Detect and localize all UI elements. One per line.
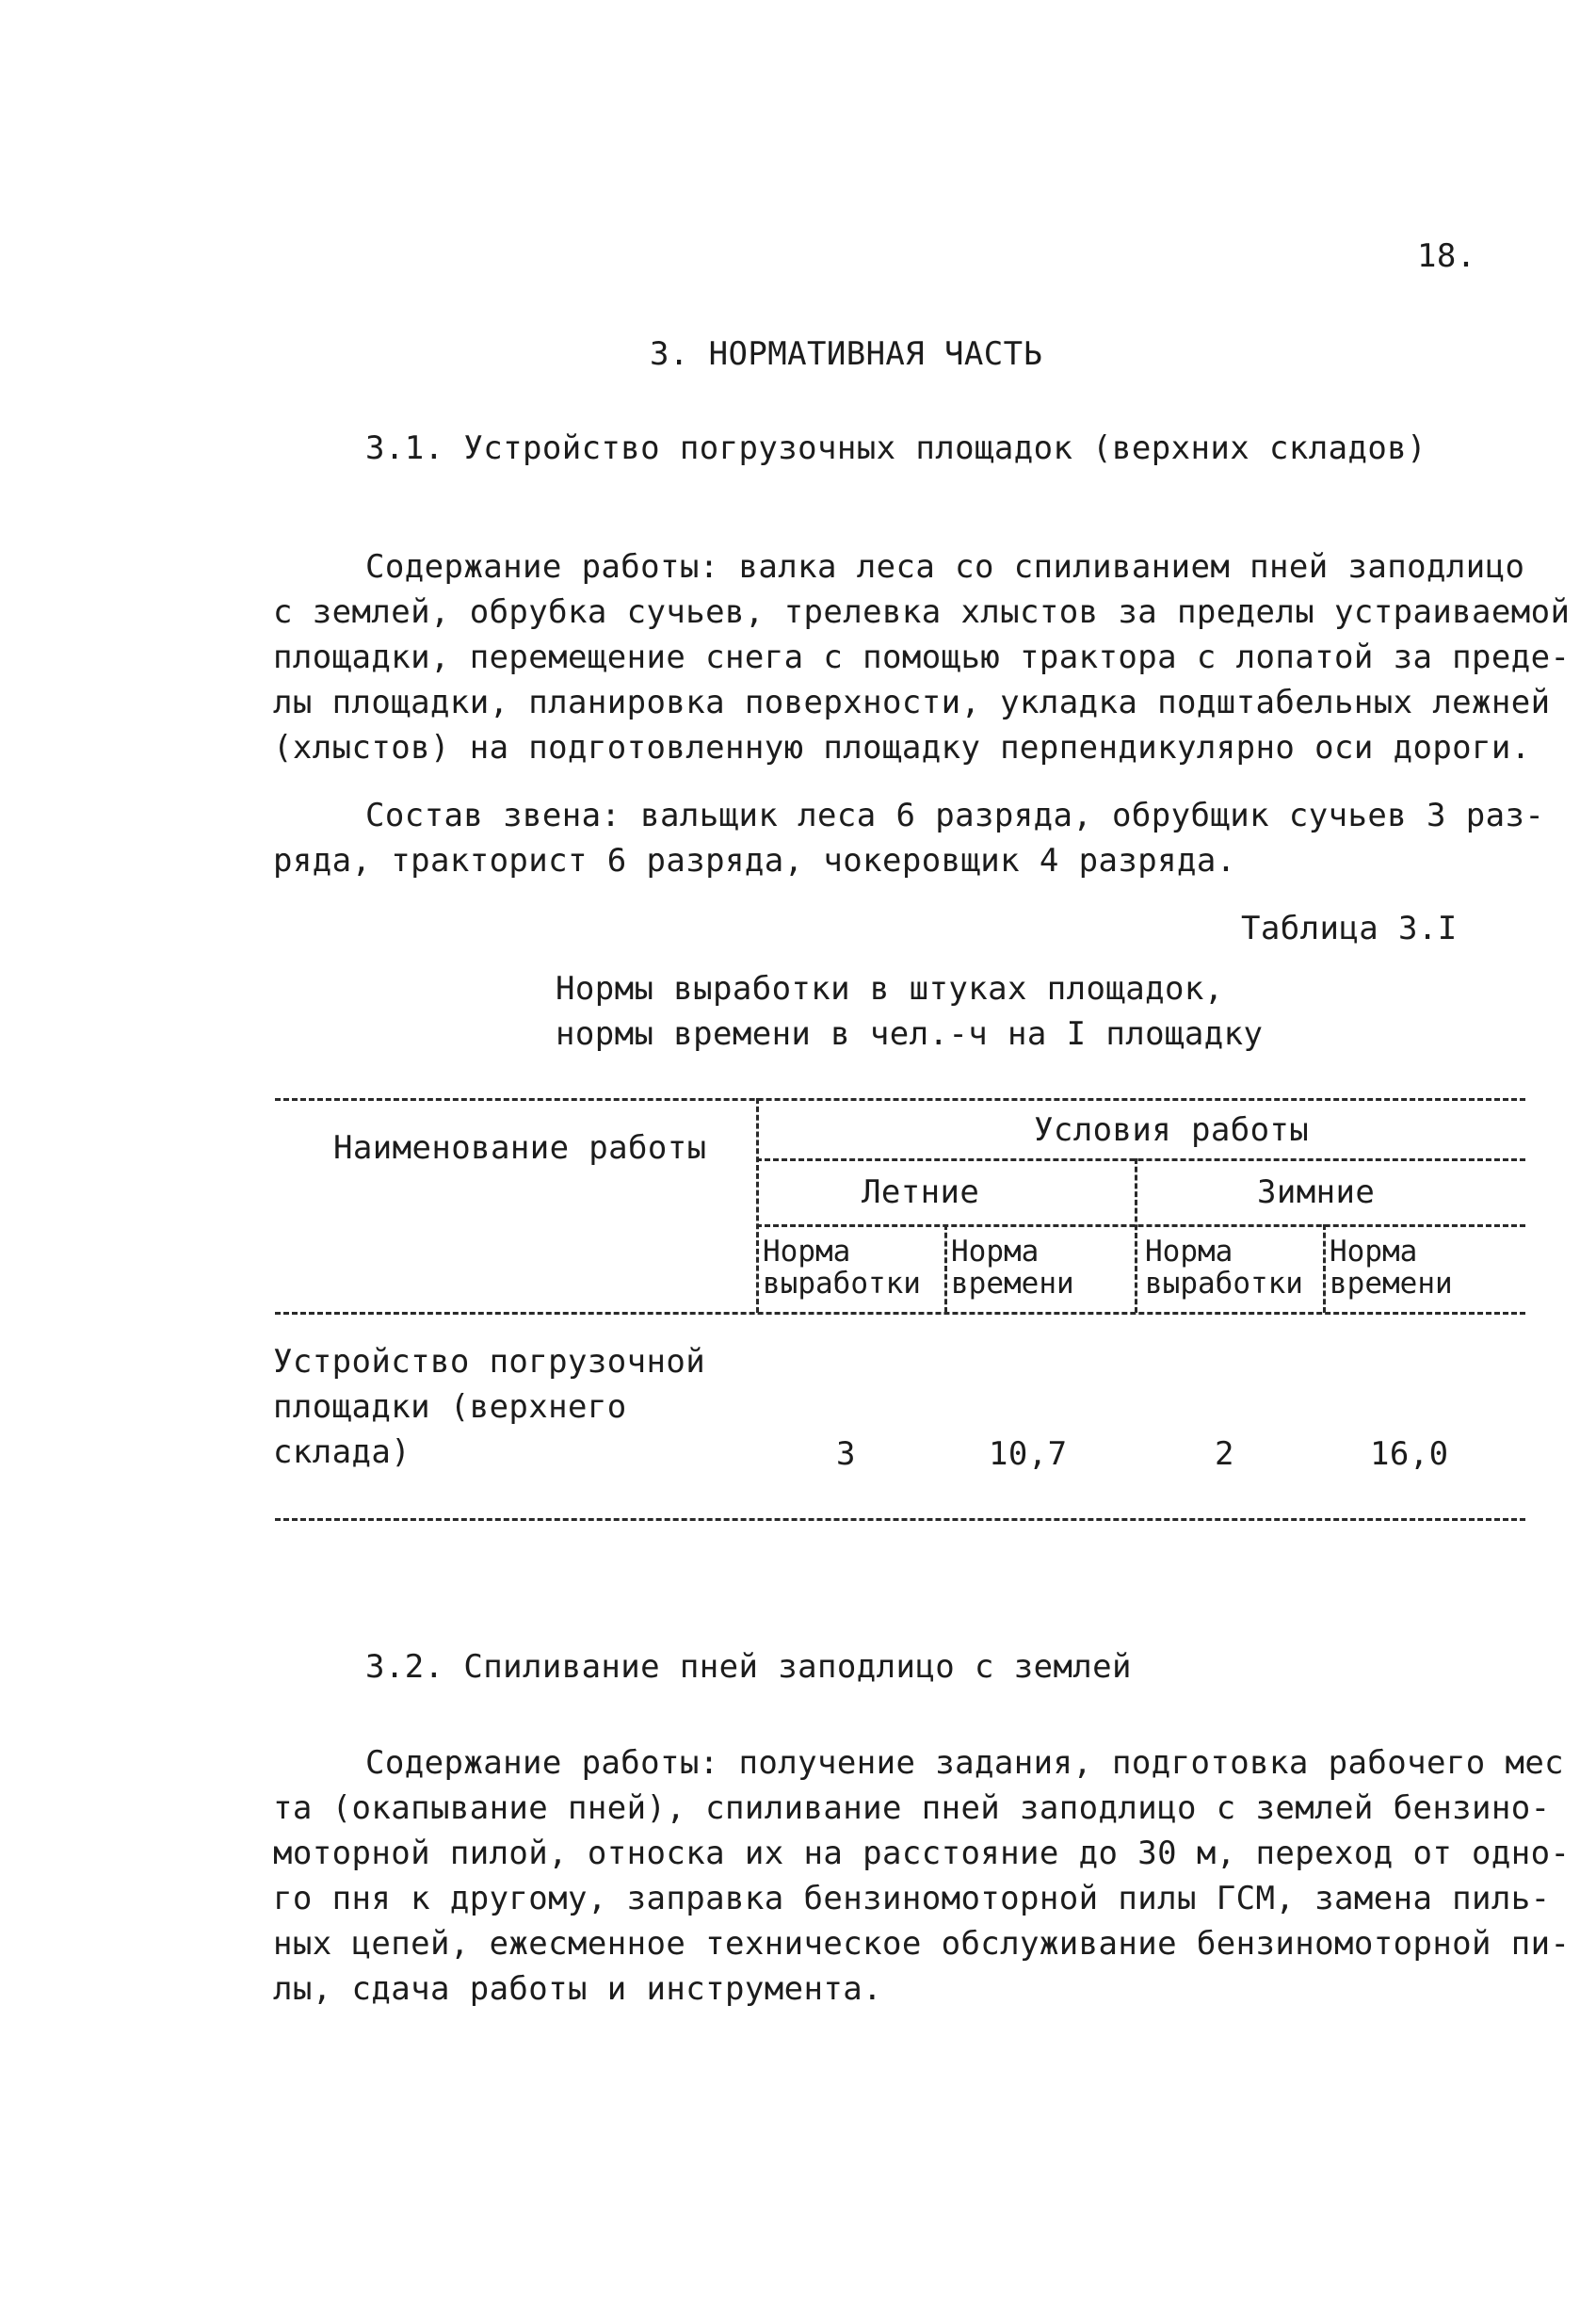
table-top-rule: [275, 1098, 1525, 1101]
cell-summer-output: 3: [836, 1435, 856, 1473]
header-winter-time: Норма времени: [1330, 1235, 1453, 1301]
summer-subdivider: [944, 1224, 947, 1313]
header-summer-output: Норма выработки: [763, 1235, 921, 1301]
caption-line: Нормы выработки в штуках площадок,: [556, 970, 1224, 1008]
content-line: лы, сдача работы и инструмента.: [273, 1970, 882, 2008]
header-winter: Зимние: [1257, 1173, 1376, 1211]
conditions-rule: [756, 1158, 1525, 1161]
cell-summer-time: 10,7: [989, 1435, 1068, 1473]
row-name-line: Устройство погрузочной: [273, 1343, 706, 1381]
content-line: го пня к другому, заправка бензиномоторной пилы ГСМ, замена пиль-: [273, 1880, 1551, 1917]
crew-line: ряда, тракторист 6 разряда, чокеровщик 4 разряда.: [273, 842, 1236, 880]
table-bottom-rule: [275, 1518, 1525, 1521]
content-line: (хлыстов) на подготовленную площадку перпендикулярно оси дороги.: [273, 729, 1531, 767]
content-line: Содержание работы: получение задания, подготовка рабочего мес: [365, 1744, 1565, 1782]
crew-composition: [273, 793, 1544, 883]
subsection-1-title: 3.1. Устройство погрузочных площадок (верхних складов): [365, 429, 1427, 467]
table-label: Таблица 3.I: [1241, 910, 1458, 947]
caption-line: нормы времени в чел.-ч на I площадку: [556, 1015, 1264, 1053]
content-line: площадки, перемещение снега с помощью трактора с лопатой за преде-: [273, 639, 1571, 676]
content-line: ных цепей, ежесменное техническое обслуживание бензиномоторной пи-: [273, 1925, 1571, 1963]
header-winter-output: Норма выработки: [1145, 1235, 1303, 1301]
crew-line: Состав звена: вальщик леса 6 разряда, обрубщик сучьев 3 раз-: [365, 797, 1545, 834]
section-title: 3. НОРМАТИВНАЯ ЧАСТЬ: [650, 335, 1043, 373]
season-divider: [1135, 1158, 1137, 1313]
content-line: с землей, обрубка сучьев, трелевка хлыстов за пределы устраиваемой: [273, 593, 1571, 631]
header-bottom-rule: [275, 1312, 1525, 1315]
winter-subdivider: [1323, 1224, 1326, 1313]
content-line: та (окапывание пней), спиливание пней заподлицо с землей бензино-: [273, 1789, 1551, 1827]
subsection-1-content: [273, 544, 1570, 770]
row-name-line: склада): [273, 1433, 411, 1471]
season-rule: [756, 1224, 1525, 1227]
content-line: моторной пилой, относка их на расстояние до 30 м, переход от одно-: [273, 1835, 1571, 1872]
header-work-name: Наименование работы: [333, 1129, 707, 1167]
content-line: лы площадки, планировка поверхности, укладка подштабельных лежней: [273, 684, 1551, 721]
subsection-2-title: 3.2. Спиливание пней заподлицо с землей: [365, 1648, 1132, 1686]
content-line: Содержание работы: валка леса со спиливанием пней заподлицо: [365, 548, 1525, 586]
header-conditions: Условия работы: [1034, 1111, 1310, 1149]
subsection-2-content: [273, 1740, 1570, 2012]
table-row-name: [273, 1339, 705, 1475]
header-summer-time: Норма времени: [951, 1235, 1074, 1301]
column-divider: [756, 1098, 759, 1313]
table-caption: [556, 966, 1263, 1057]
cell-winter-output: 2: [1215, 1435, 1234, 1473]
header-summer: Летние: [862, 1173, 980, 1211]
cell-winter-time: 16,0: [1370, 1435, 1449, 1473]
row-name-line: площадки (верхнего: [273, 1388, 627, 1426]
page-number: 18.: [1417, 237, 1476, 275]
